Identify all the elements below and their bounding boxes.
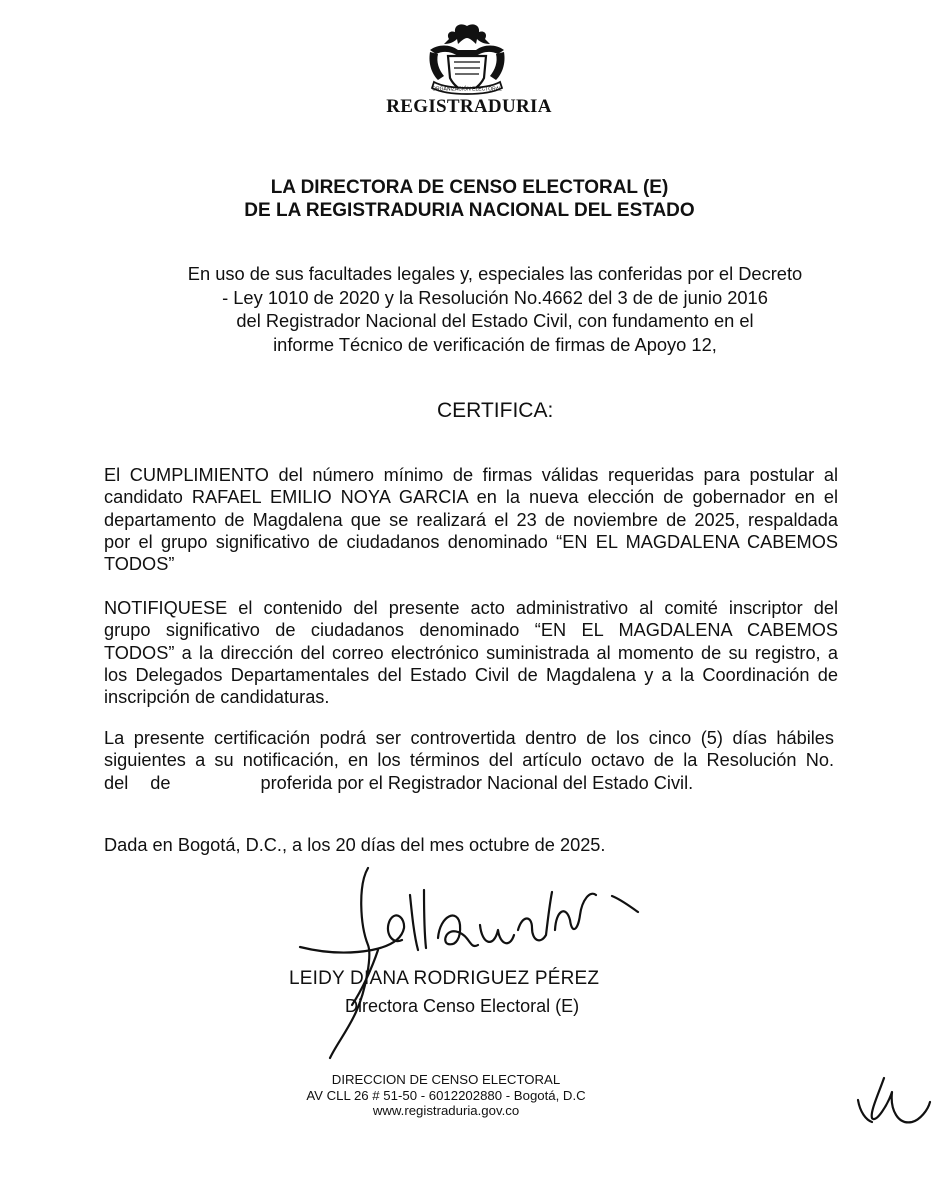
paragraph-line: TODOS” bbox=[104, 554, 175, 575]
paragraph-line: TODOS” a la dirección del correo electrónico suministrada al momento de su registro, a bbox=[104, 642, 838, 663]
certification-paragraph bbox=[104, 464, 838, 575]
signature-stroke bbox=[330, 868, 369, 1058]
blank-de-label: de bbox=[150, 772, 171, 793]
footer-website: www.registraduria.gov.co bbox=[372, 1103, 520, 1118]
paragraph-line: siguientes a su notificación, en los términos del artículo octavo de la Resolución No. bbox=[104, 750, 834, 771]
date-place-line: Dada en Bogotá, D.C., a los 20 días del mes octubre de 2025. bbox=[104, 835, 606, 855]
paragraph-line: La presente certificación podrá ser controvertida dentro de los cinco (5) días hábiles bbox=[104, 728, 834, 748]
appeal-paragraph bbox=[104, 727, 834, 794]
intro-line: En uso de sus facultades legales y, especiales las conferidas por el Decreto bbox=[187, 263, 803, 284]
signature-stroke bbox=[555, 894, 596, 930]
paragraph-line: El CUMPLIMIENTO del número mínimo de firmas válidas requeridas para postular al bbox=[104, 465, 838, 485]
paragraph-line: inscripción de candidaturas. bbox=[104, 687, 330, 708]
paragraph-line: grupo significativo de ciudadanos denominado “EN EL MAGDALENA CABEMOS bbox=[104, 620, 838, 641]
signature-stroke bbox=[518, 892, 552, 940]
intro-line: informe Técnico de verificación de firmas de Apoyo 12, bbox=[273, 333, 717, 355]
paragraph-line: por el grupo significativo de ciudadanos denominado “EN EL MAGDALENA CABEMOS bbox=[104, 531, 838, 552]
seal-ribbon-text: ORGANIZACIÓN ELECTORAL bbox=[432, 86, 502, 93]
certifica-heading: CERTIFICA: bbox=[437, 399, 554, 422]
signature-stroke bbox=[438, 916, 478, 946]
signature-stroke bbox=[300, 915, 404, 952]
document-title-line-2: DE LA REGISTRADURIA NACIONAL DEL ESTADO bbox=[244, 200, 695, 221]
footer-office: DIRECCION DE CENSO ELECTORAL bbox=[331, 1072, 561, 1087]
proferida-text: proferida por el Registrador Nacional del Estado Civil. bbox=[260, 772, 694, 793]
intro-line: del Registrador Nacional del Estado Civil, con fundamento en el bbox=[236, 310, 754, 331]
paragraph-line bbox=[104, 772, 834, 794]
document-title-line-1: LA DIRECTORA DE CENSO ELECTORAL (E) bbox=[270, 177, 669, 198]
registraduria-seal-logo bbox=[424, 20, 510, 98]
registraduria-wordmark: REGISTRADURIA bbox=[386, 96, 552, 117]
footer bbox=[296, 1072, 596, 1119]
signature-stroke bbox=[480, 925, 514, 943]
initials-stroke bbox=[872, 1078, 930, 1122]
signature-stroke bbox=[612, 896, 638, 912]
footer-address: AV CLL 26 # 51-50 - 6012202880 - Bogotá, D.C bbox=[306, 1087, 586, 1103]
notification-paragraph bbox=[104, 597, 838, 708]
signatory-name: LEIDY DIANA RODRIGUEZ PÉREZ bbox=[289, 968, 600, 989]
intro-line: - Ley 1010 de 2020 y la Resolución No.4662 del 3 de de junio 2016 bbox=[222, 286, 768, 308]
paragraph-line: departamento de Magdalena que se realizará el 23 de noviembre de 2025, respaldada bbox=[104, 509, 838, 530]
initials-stroke bbox=[858, 1100, 872, 1122]
signature-stroke bbox=[410, 890, 426, 950]
intro-paragraph bbox=[150, 262, 840, 356]
paragraph-line: los Delegados Departamentales del Estado Civil de Magdalena y a la Coordinación de bbox=[104, 664, 838, 685]
blank-del-label: del bbox=[104, 772, 129, 793]
paragraph-line: NOTIFIQUESE el contenido del presente acto administrativo al comité inscriptor del bbox=[104, 598, 838, 618]
signatory-title: Directora Censo Electoral (E) bbox=[345, 996, 580, 1016]
paragraph-line: candidato RAFAEL EMILIO NOYA GARCIA en la nueva elección de gobernador en el bbox=[104, 487, 838, 508]
